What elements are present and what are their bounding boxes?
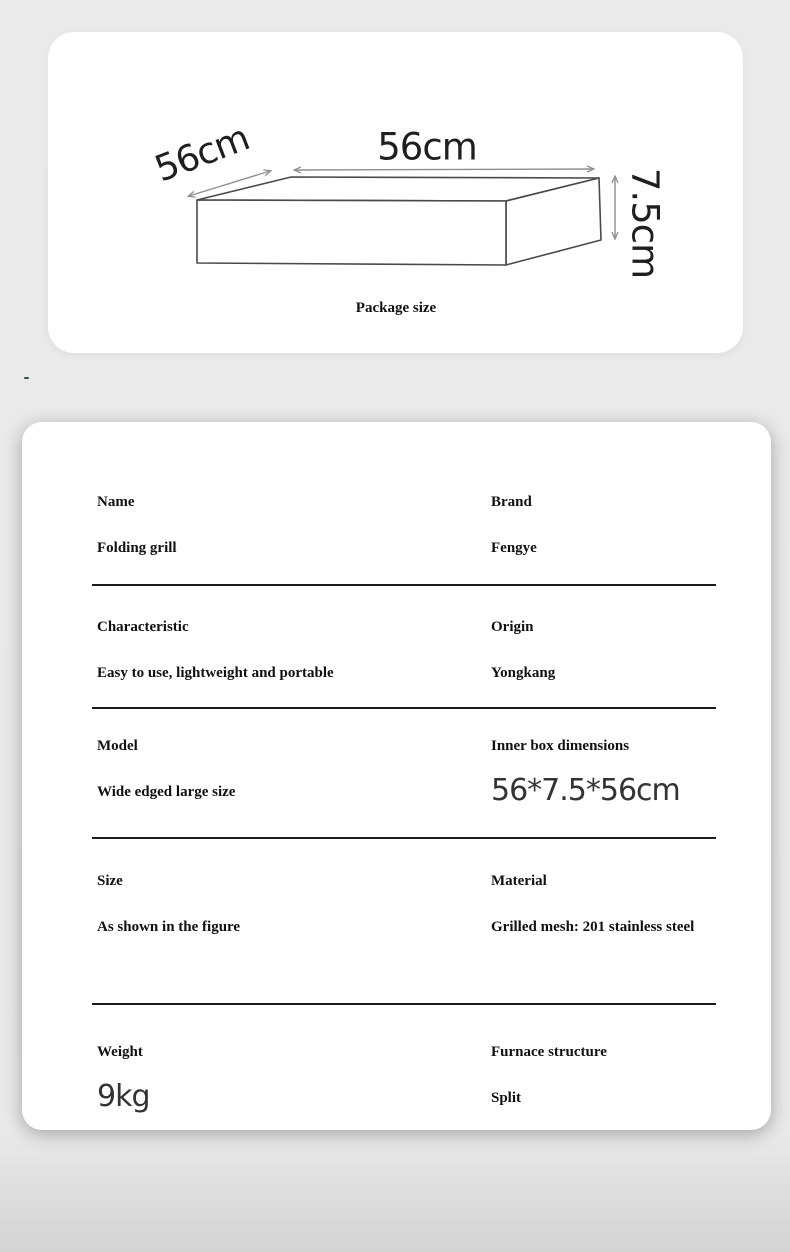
package-box-diagram — [48, 32, 743, 353]
spec-cell-weight — [97, 1045, 477, 1113]
spec-cell-size — [97, 874, 477, 935]
spec-value: As shown in the figure — [97, 919, 241, 935]
spec-value: Easy to use, lightweight and portable — [97, 665, 334, 681]
spec-cell-inner-box-dimensions — [491, 739, 790, 807]
spec-label: Size — [97, 873, 123, 889]
spec-value-weight: 9kg — [97, 1079, 150, 1114]
spec-cell-furnace-structure — [491, 1045, 790, 1106]
spec-cell-material — [491, 874, 790, 935]
spec-label: Material — [491, 873, 547, 889]
depth-dimension-label: 56cm — [149, 117, 255, 191]
spec-cell-model — [97, 739, 477, 800]
spec-label: Furnace structure — [491, 1044, 607, 1060]
width-arrow-icon — [295, 169, 593, 170]
package-size-card — [48, 32, 743, 353]
spec-value: Grilled mesh: 201 stainless steel — [491, 919, 695, 935]
stray-mark — [24, 377, 29, 379]
spec-table — [92, 422, 716, 1130]
width-dimension-label: 56cm — [377, 125, 477, 169]
table-row — [92, 586, 716, 709]
table-row — [92, 709, 716, 839]
package-size-caption: Package size — [355, 300, 437, 316]
spec-cell-brand — [491, 495, 790, 556]
spec-label: Name — [97, 494, 135, 510]
spec-value: Wide edged large size — [97, 784, 236, 800]
spec-value-dimensions: 56*7.5*56cm — [491, 773, 680, 808]
table-row — [92, 422, 716, 586]
spec-cell-name — [97, 495, 477, 556]
spec-label: Characteristic — [97, 619, 189, 635]
spec-label: Brand — [491, 494, 532, 510]
spec-value: Folding grill — [97, 540, 177, 556]
spec-label: Weight — [97, 1044, 143, 1060]
spec-label: Model — [97, 738, 138, 754]
spec-cell-origin — [491, 620, 790, 681]
height-dimension-label: 7.5cm — [623, 167, 667, 279]
spec-label: Origin — [491, 619, 534, 635]
spec-cell-characteristic — [97, 620, 477, 681]
box-outline-icon — [197, 177, 601, 265]
spec-value: Fengye — [491, 540, 537, 556]
spec-value: Yongkang — [491, 665, 556, 681]
spec-value: Split — [491, 1090, 522, 1106]
specifications-card — [22, 422, 771, 1130]
table-row — [92, 1005, 716, 1130]
table-row — [92, 839, 716, 1005]
spec-label: Inner box dimensions — [491, 738, 630, 754]
